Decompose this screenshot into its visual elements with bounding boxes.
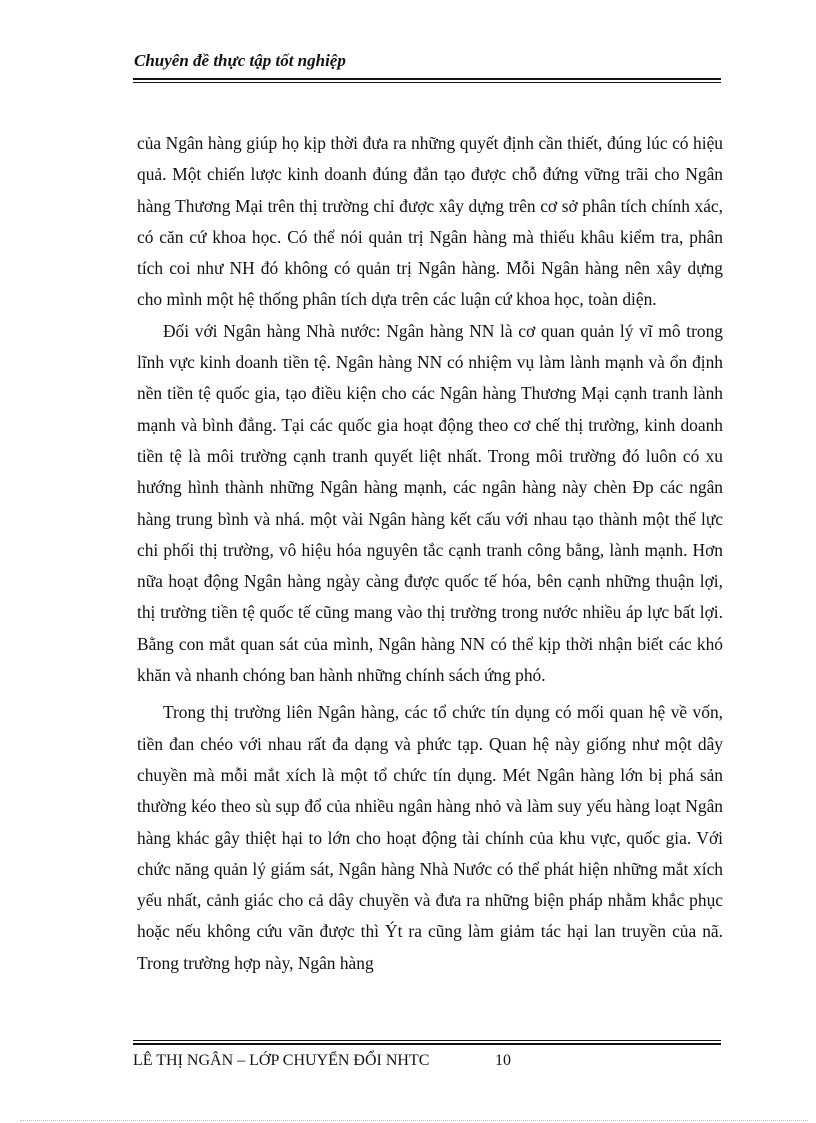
page-number: 10 bbox=[495, 1052, 511, 1069]
footer-rule-thin bbox=[133, 1040, 721, 1041]
document-body bbox=[137, 128, 723, 979]
paragraph-1: của Ngân hàng giúp họ kịp thời đưa ra những quyết định cần thiết, đúng lúc có hiệu quả. Một chiến lược kinh doanh đúng đắn tạo được chỗ đứng vững trãi cho Ngân hàng Thương Mại trên thị trường chỉ được xây dựng trên cơ sở phân tích chính xác, có căn cứ khoa học. Có thể nói quản trị Ngân hàng mà thiếu khâu kiểm tra, phân tích coi như NH đó không có quản trị Ngân hàng. Mỗi Ngân hàng nên xây dựng cho mình một hệ thống phân tích dựa trên các luận cứ khoa học, toàn diện. bbox=[137, 133, 723, 310]
page-edge-dotted-line bbox=[20, 1120, 808, 1121]
paragraph-2: Đối với Ngân hàng Nhà nước: Ngân hàng NN là cơ quan quản lý vĩ mô trong lĩnh vực kinh doanh tiền tệ. Ngân hàng NN có nhiệm vụ làm lành mạnh và ổn định nền tiền tệ quốc gia, tạo điều kiện cho các Ngân hàng Thương Mại cạnh tranh lành mạnh và bình đẳng. Tại các quốc gia hoạt động theo cơ chế thị trường, kinh doanh tiền tệ là môi trường cạnh tranh quyết liệt nhất. Trong môi trường đó luôn có xu hướng hình thành những Ngân hàng mạnh, các ngân hàng này chèn Ðp các ngân hàng trung bình và nhá. một vài Ngân hàng kết cấu với nhau tạo thành một thế lực chi phối thị trường, vô hiệu hóa nguyên tắc cạnh tranh công bằng, lành mạnh. Hơn nữa hoạt động Ngân hàng ngày càng được quốc tế hóa, bên cạnh những thuận lợi, thị trường tiền tệ quốc tế cũng mang vào thị trường trong nước nhiều áp lực bất lợi. Bằng con mắt quan sát của mình, Ngân hàng NN có thể kịp thời nhận biết các khó khăn và nhanh chóng ban hành những chính sách ứng phó. bbox=[137, 320, 723, 686]
header-rule-thin bbox=[133, 82, 721, 83]
header-rule-thick bbox=[133, 78, 721, 80]
footer-author: LÊ THỊ NGÂN – LỚP CHUYỂN ĐỔI NHTC bbox=[133, 1052, 430, 1069]
footer-rule-thick bbox=[133, 1043, 721, 1045]
page-header-title: Chuyên đề thực tập tốt nghiệp bbox=[134, 51, 346, 70]
paragraph-3: Trong thị trường liên Ngân hàng, các tổ chức tín dụng có mối quan hệ về vốn, tiền đan chéo với nhau rất đa dạng và phức tạp. Quan hệ này giống như một dây chuyền mà mỗi mắt xích là một tổ chức tín dụng. Mét Ngân hàng lớn bị phá sản thường kéo theo sù sụp đổ của nhiều ngân hàng nhỏ và làm suy yếu hàng loạt Ngân hàng khác gây thiệt hại to lớn cho hoạt động tài chính của khu vực, quốc gia. Với chức năng quản lý giám sát, Ngân hàng Nhà Nước có thể phát hiện những mắt xích yếu nhất, cảnh giác cho cả dây chuyền và đưa ra những biện pháp nhằm khắc phục hoặc nếu không cứu vãn được thì Ýt ra cũng làm giảm tác hại lan truyền của nã. Trong trường hợp này, Ngân hàng bbox=[137, 702, 723, 973]
